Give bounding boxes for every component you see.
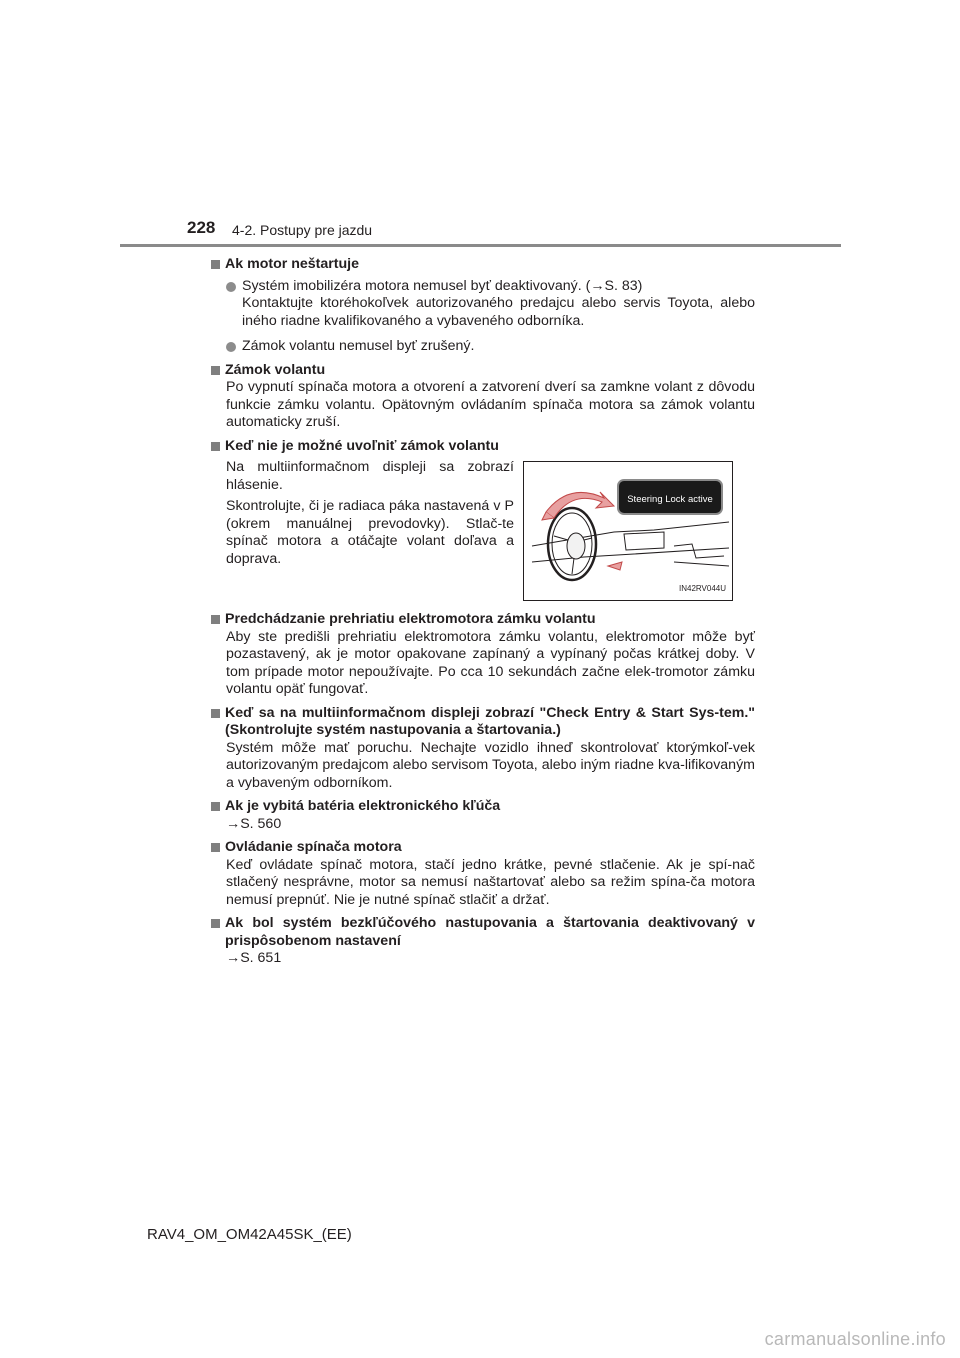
section-text: Skontrolujte, či je radiaca páka nastavená v P (okrem manuálnej prevodovky). Stlač-te spínač motora a otáčajte volant doľava a doprava. bbox=[226, 498, 514, 567]
bullet-text-continued: Kontaktujte ktoréhokoľvek autorizovaného predajcu alebo servis Toyota, alebo iného riadne kvalifikovaného a vybaveného odborníka. bbox=[242, 295, 755, 329]
section-steering-lock-release bbox=[210, 438, 755, 602]
watermark: carmanualsonline.info bbox=[764, 1329, 946, 1349]
square-bullet-icon bbox=[211, 709, 220, 718]
square-bullet-icon bbox=[211, 802, 220, 811]
section-steering-lock bbox=[210, 362, 755, 432]
square-bullet-icon bbox=[211, 615, 220, 624]
section-engine-not-start bbox=[210, 256, 755, 356]
section-text: Aby ste predišli prehriatiu elektromotora zámku volantu, elektromotor môže byť pozastavený, ak je motor opakovane zapínaný a vypínaný počas krátkej doby. V tom prípade motor nepoužívajte. Po cca 10 sekundách začne elek-tromotor zámku volantu opäť fungovať. bbox=[226, 628, 755, 697]
list-item bbox=[226, 338, 755, 356]
section-text: Systém môže mať poruchu. Nechajte vozidlo ihneď skontrolovať ktorýmkoľ-vek autorizovaným predajcom alebo servisom Toyota, alebo iným riadne kva-lifikovaným a vybaveným odborníkom. bbox=[226, 739, 755, 791]
chapter-title: 4-2. Postupy pre jazdu bbox=[232, 222, 373, 238]
section-overheating bbox=[210, 611, 755, 699]
steering-lock-illustration bbox=[523, 461, 733, 601]
section-customization bbox=[210, 915, 755, 968]
section-title: Predchádzanie prehriatiu elektromotora zámku volantu bbox=[225, 611, 596, 627]
section-text: Keď ovládate spínač motora, stačí jedno krátke, pevné stlačenie. Ak je spí-nač stlačený nesprávne, motor sa nemusí naštartovať alebo sa režim spína-ča motora nemusí prepnúť. Nie je nutné spínač stlačiť a držať. bbox=[226, 856, 755, 908]
section-text: Po vypnutí spínača motora a otvorení a zatvorení dverí sa zamkne volant z dôvodu funkcie zámku volantu. Opätovným ovládaním spínača motora sa zámok volantu automaticky zruší. bbox=[226, 379, 755, 430]
section-title: Ak motor neštartuje bbox=[225, 256, 360, 272]
page-reference: →S. 560 bbox=[226, 815, 282, 832]
section-title: Keď sa na multiinformačnom displeji zobrazí "Check Entry & Start Sys-tem." (Skontrolujte systém nastupovania a štartovania.) bbox=[225, 704, 755, 738]
square-bullet-icon bbox=[211, 260, 220, 269]
section-key-battery bbox=[210, 798, 755, 833]
section-title: Ovládanie spínača motora bbox=[225, 839, 402, 855]
list-item bbox=[226, 278, 755, 331]
section-switch-operation bbox=[210, 839, 755, 909]
figure-code: IN42RV044U bbox=[679, 583, 726, 593]
section-text: Na multiinformačnom displeji sa zobrazí hlásenie. bbox=[226, 459, 514, 493]
bullet-text: Systém imobilizéra motora nemusel byť deaktivovaný. (→S. 83) bbox=[242, 277, 643, 294]
square-bullet-icon bbox=[211, 442, 220, 451]
square-bullet-icon bbox=[211, 843, 220, 852]
page-reference: →S. 651 bbox=[226, 950, 282, 966]
document-id: RAV4_OM_OM42A45SK_(EE) bbox=[147, 1226, 352, 1243]
section-title: Ak je vybitá batéria elektronického kľúča bbox=[225, 798, 501, 814]
section-title: Ak bol systém bezkľúčového nastupovania a štartovania deaktivovaný v prispôsobenom nastavení bbox=[225, 915, 755, 949]
round-bullet-icon bbox=[226, 342, 236, 352]
section-check-entry bbox=[210, 705, 755, 793]
display-message: Steering Lock active bbox=[627, 494, 713, 505]
section-title: Zámok volantu bbox=[225, 361, 326, 378]
bullet-text: Zámok volantu nemusel byť zrušený. bbox=[242, 338, 475, 354]
square-bullet-icon bbox=[211, 919, 220, 928]
round-bullet-icon bbox=[226, 282, 236, 292]
page-content bbox=[210, 256, 755, 974]
section-title: Keď nie je možné uvoľniť zámok volantu bbox=[225, 437, 499, 454]
header-rule bbox=[120, 244, 841, 247]
page-number: 228 bbox=[187, 218, 216, 237]
square-bullet-icon bbox=[211, 366, 220, 375]
